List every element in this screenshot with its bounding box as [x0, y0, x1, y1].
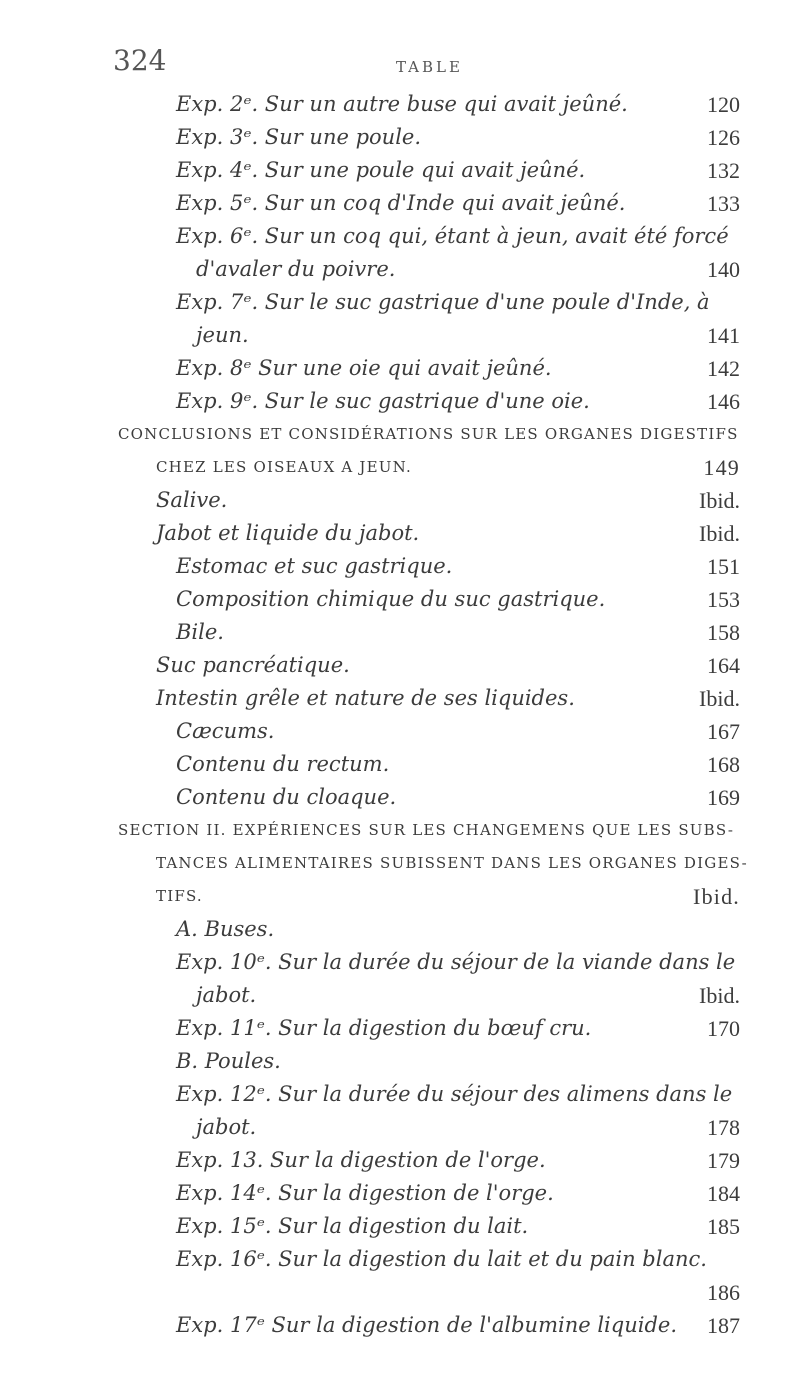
toc-entry-title: Jabot et liquide du jabot. [156, 521, 420, 545]
toc-entry-title: jeun. [196, 323, 249, 347]
toc-entry-title: jabot. [196, 983, 257, 1007]
toc-entry-title: Exp. 4ᵉ. Sur une poule qui avait jeûné. [176, 158, 586, 182]
toc-entry [0, 682, 800, 715]
toc-entry-page: Ibid. [699, 686, 740, 711]
toc-entry [0, 220, 800, 253]
toc-entry-title: Exp. 13. Sur la digestion de l'orge. [176, 1148, 546, 1172]
toc-entry-title: Contenu du rectum. [176, 752, 390, 776]
toc-entry-title: Contenu du cloaque. [176, 785, 397, 809]
toc-entry-page: 185 [707, 1214, 740, 1239]
toc-entry-page: 146 [707, 389, 740, 414]
toc-entry-title: CHEZ LES OISEAUX A JEUN. [156, 458, 412, 476]
toc-entry [0, 253, 800, 286]
toc-entry-title: d'avaler du poivre. [196, 257, 396, 281]
toc-entry-page: 170 [707, 1016, 740, 1041]
running-head: TABLE [396, 58, 463, 76]
toc-entry-title: Exp. 11ᵉ. Sur la digestion du bœuf cru. [176, 1016, 592, 1040]
toc-entry-title: Estomac et suc gastrique. [176, 554, 453, 578]
toc-entry-title: Salive. [156, 488, 228, 512]
toc-entry-title: Exp. 3ᵉ. Sur une poule. [176, 125, 422, 149]
toc-entry [0, 913, 800, 946]
toc-entry-title: TANCES ALIMENTAIRES SUBISSENT DANS LES ORGANES DIGES- [156, 854, 748, 872]
toc-entry [0, 550, 800, 583]
toc-entry-page: 179 [707, 1148, 740, 1173]
toc-entry-title: Exp. 7ᵉ. Sur le suc gastrique d'une poule d'Inde, à [176, 290, 710, 314]
toc-entry-page: 132 [707, 158, 740, 183]
toc-entry-title: Exp. 17ᵉ Sur la digestion de l'albumine liquide. [176, 1313, 677, 1337]
toc-entry [0, 616, 800, 649]
toc-entry-title: Composition chimique du suc gastrique. [176, 587, 606, 611]
toc-entry-page: 178 [707, 1115, 740, 1140]
toc-entry [0, 715, 800, 748]
toc-entry-page: 186 [707, 1280, 740, 1305]
toc-entry-title: TIFS. [156, 887, 203, 905]
toc-entry-title: SECTION II. EXPÉRIENCES SUR LES CHANGEMENS QUE LES SUBS- [118, 821, 735, 839]
toc-entry [0, 781, 800, 814]
toc-entry [0, 1078, 800, 1111]
toc-entry-title: Exp. 10ᵉ. Sur la durée du séjour de la viande dans le [176, 950, 736, 974]
toc-entry-page: Ibid. [693, 884, 740, 909]
toc-entry [0, 1210, 800, 1243]
toc-entry [0, 880, 800, 913]
toc-entry-page: 151 [707, 554, 740, 579]
toc-entry [0, 946, 800, 979]
toc-entry-page: 141 [707, 323, 740, 348]
toc-entry-page: 168 [707, 752, 740, 777]
toc-entry [0, 1144, 800, 1177]
toc-entry [0, 187, 800, 220]
toc-entry-title: Intestin grêle et nature de ses liquides. [156, 686, 575, 710]
toc-entry [0, 121, 800, 154]
toc-entry-page: Ibid. [699, 521, 740, 546]
toc-entry [0, 418, 800, 451]
toc-entry-title: Cæcums. [176, 719, 275, 743]
toc-entry-title: Exp. 2ᵉ. Sur un autre buse qui avait jeûné. [176, 92, 628, 116]
toc-entry [0, 1243, 800, 1276]
toc-entry-page: 167 [707, 719, 740, 744]
toc-entry-page: 153 [707, 587, 740, 612]
toc-entry [0, 814, 800, 847]
toc-entry [0, 1012, 800, 1045]
toc-entry-title: CONCLUSIONS ET CONSIDÉRATIONS SUR LES ORGANES DIGESTIFS [118, 425, 739, 443]
toc-entry [0, 1045, 800, 1078]
toc-entry [0, 847, 800, 880]
toc-entry-title: Exp. 8ᵉ Sur une oie qui avait jeûné. [176, 356, 552, 380]
toc-entry [0, 649, 800, 682]
toc-entry-title: Exp. 5ᵉ. Sur un coq d'Inde qui avait jeûné. [176, 191, 626, 215]
toc-entry [0, 451, 800, 484]
toc-entry-page: 149 [703, 455, 740, 480]
toc-entry-page: 164 [707, 653, 740, 678]
toc-entry-page: 169 [707, 785, 740, 810]
toc-entry [0, 517, 800, 550]
toc-entry [0, 748, 800, 781]
toc-entry [0, 88, 800, 121]
toc-entry-page: 120 [707, 92, 740, 117]
toc-entry [0, 385, 800, 418]
toc-entry-title: Suc pancréatique. [156, 653, 350, 677]
toc-entry-page: 184 [707, 1181, 740, 1206]
toc-entry-page: Ibid. [699, 983, 740, 1008]
toc-entry-title: Exp. 6ᵉ. Sur un coq qui, étant à jeun, avait été forcé [176, 224, 729, 248]
toc-entry-page: 187 [707, 1313, 740, 1338]
toc-entry-title: Exp. 14ᵉ. Sur la digestion de l'orge. [176, 1181, 554, 1205]
toc-entry [0, 1177, 800, 1210]
toc-entry [0, 1276, 800, 1309]
toc-entry-page: 126 [707, 125, 740, 150]
toc-entry-title: jabot. [196, 1115, 257, 1139]
toc-entry-page: 140 [707, 257, 740, 282]
toc-entry-title: Bile. [176, 620, 224, 644]
toc-entry [0, 352, 800, 385]
toc-entry [0, 286, 800, 319]
toc-entry [0, 1309, 800, 1342]
toc-entry-title: Exp. 15ᵉ. Sur la digestion du lait. [176, 1214, 529, 1238]
toc-entry-page: Ibid. [699, 488, 740, 513]
toc-entry [0, 979, 800, 1012]
toc-entry [0, 319, 800, 352]
toc-entry [0, 484, 800, 517]
toc-entry-title: Exp. 16ᵉ. Sur la digestion du lait et du pain blanc. [176, 1247, 707, 1271]
toc-entry-page: 158 [707, 620, 740, 645]
toc-entry-page: 133 [707, 191, 740, 216]
toc-entry [0, 583, 800, 616]
toc-entry-title: Exp. 12ᵉ. Sur la durée du séjour des alimens dans le [176, 1082, 733, 1106]
page-number: 324 [113, 44, 167, 77]
toc-entry-title: B. Poules. [176, 1049, 281, 1073]
toc-entry [0, 154, 800, 187]
table-of-contents [0, 88, 800, 1342]
toc-entry [0, 1111, 800, 1144]
toc-entry-page: 142 [707, 356, 740, 381]
toc-entry-title: Exp. 9ᵉ. Sur le suc gastrique d'une oie. [176, 389, 590, 413]
toc-entry-title: A. Buses. [176, 917, 275, 941]
